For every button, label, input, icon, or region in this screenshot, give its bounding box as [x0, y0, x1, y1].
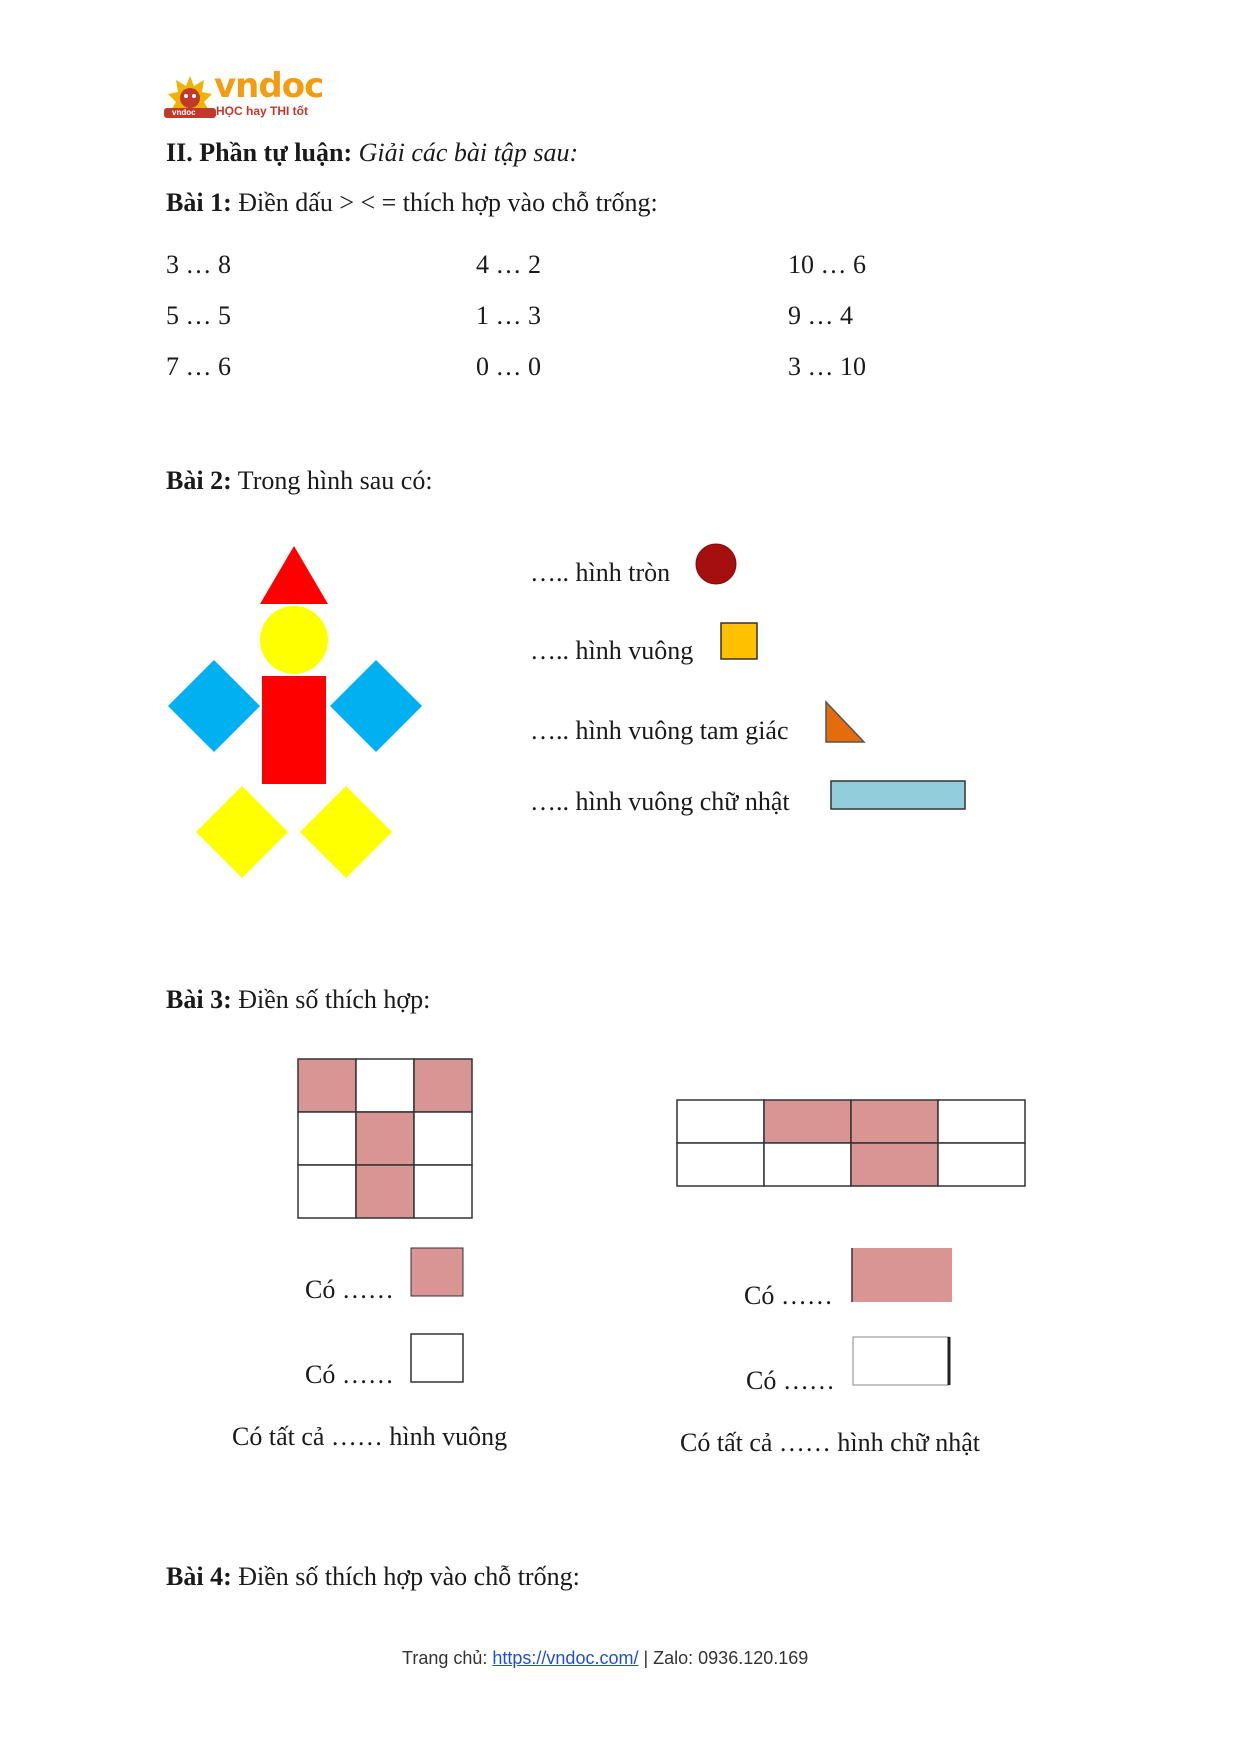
grid-cell	[764, 1100, 851, 1143]
white-square-icon	[410, 1333, 466, 1385]
grid-cell	[938, 1100, 1025, 1143]
bai1-item: 5 … 5	[166, 301, 231, 330]
grid-cell	[356, 1165, 414, 1218]
bai1-item: 0 … 0	[476, 352, 541, 381]
bai1-item: 7 … 6	[166, 352, 231, 381]
bai3-right-total: Có tất cả …… hình chữ nhật	[680, 1428, 981, 1457]
bai4-heading	[166, 1562, 580, 1592]
bai1-item: 10 … 6	[788, 250, 866, 279]
figure-red-rectangle	[262, 676, 326, 784]
bai2-line-triangle: ….. hình vuông tam giác	[530, 716, 789, 745]
bai4-instruction: Điền số thích hợp vào chỗ trống:	[238, 1562, 580, 1591]
grid-cell	[764, 1143, 851, 1186]
bai2-instruction: Trong hình sau có:	[237, 466, 433, 495]
footer-link[interactable]: https://vndoc.com/	[492, 1648, 639, 1668]
logo-badge: vndoc	[172, 108, 196, 117]
white-rectangle-icon	[852, 1336, 954, 1390]
grid-cell	[414, 1165, 472, 1218]
figure-yellow-diamond-left	[196, 786, 288, 878]
bai1-item: 3 … 8	[166, 250, 231, 279]
grid-cell	[298, 1165, 356, 1218]
bai3-left-co2: Có ……	[305, 1360, 394, 1389]
bai1-heading	[166, 188, 658, 218]
bai1-item: 3 … 10	[788, 352, 866, 381]
logo-tagline: HỌC hay THI tốt	[216, 104, 308, 118]
grid-cell	[414, 1112, 472, 1165]
section-subtitle: Giải các bài tập sau:	[358, 138, 579, 167]
grid-cell	[938, 1143, 1025, 1186]
grid-cell	[677, 1100, 764, 1143]
orange-square-icon	[720, 622, 760, 662]
grid-cell	[677, 1143, 764, 1186]
bai3-left-grid	[297, 1058, 477, 1222]
bai1-item: 4 … 2	[476, 250, 541, 279]
red-circle-icon	[694, 542, 738, 586]
figure-blue-diamond-right	[330, 660, 422, 752]
bai1-label: Bài 1:	[166, 188, 232, 217]
orange-triangle-icon	[824, 700, 870, 746]
bai2-line-square: ….. hình vuông	[530, 636, 694, 665]
figure-blue-diamond-left	[168, 660, 260, 752]
bai3-right-grid	[676, 1099, 1028, 1189]
bai3-instruction: Điền số thích hợp:	[238, 985, 431, 1014]
bai3-heading	[166, 985, 430, 1015]
bai2-line-circle: ….. hình tròn	[530, 558, 671, 587]
section-title: II. Phần tự luận:	[166, 138, 353, 167]
bai3-right-co2: Có ……	[746, 1366, 835, 1395]
bai3-left-co1: Có ……	[305, 1275, 394, 1304]
page-footer	[402, 1648, 808, 1669]
grid-cell	[356, 1059, 414, 1112]
footer-suffix: | Zalo: 0936.120.169	[638, 1648, 809, 1668]
grid-cell	[298, 1112, 356, 1165]
bai2-heading	[166, 466, 433, 496]
section-heading	[166, 138, 578, 168]
pink-rectangle-icon	[851, 1247, 957, 1305]
bai2-line-rectangle: ….. hình vuông chữ nhật	[530, 787, 790, 816]
grid-cell	[356, 1112, 414, 1165]
grid-cell	[414, 1059, 472, 1112]
bai3-label: Bài 3:	[166, 985, 232, 1014]
footer-prefix: Trang chủ:	[402, 1648, 493, 1668]
grid-cell	[851, 1143, 938, 1186]
grid-cell	[298, 1059, 356, 1112]
bai1-instruction: Điền dấu > < = thích hợp vào chỗ trống:	[238, 188, 658, 217]
blue-rectangle-icon	[830, 780, 970, 812]
logo-brand: vndoc	[214, 66, 324, 106]
bai3-right-co1: Có ……	[744, 1281, 833, 1310]
figure-red-triangle	[260, 546, 328, 604]
bai2-label: Bài 2:	[166, 466, 232, 495]
pink-square-icon	[410, 1247, 466, 1299]
grid-cell	[851, 1100, 938, 1143]
bai3-left-total: Có tất cả …… hình vuông	[232, 1422, 508, 1451]
figure-yellow-diamond-right	[300, 786, 392, 878]
figure-yellow-circle	[260, 606, 328, 674]
bai4-label: Bài 4:	[166, 1562, 232, 1591]
vndoc-logo	[164, 66, 324, 122]
bai1-item: 9 … 4	[788, 301, 853, 330]
bai1-item: 1 … 3	[476, 301, 541, 330]
shape-figure	[166, 540, 426, 880]
